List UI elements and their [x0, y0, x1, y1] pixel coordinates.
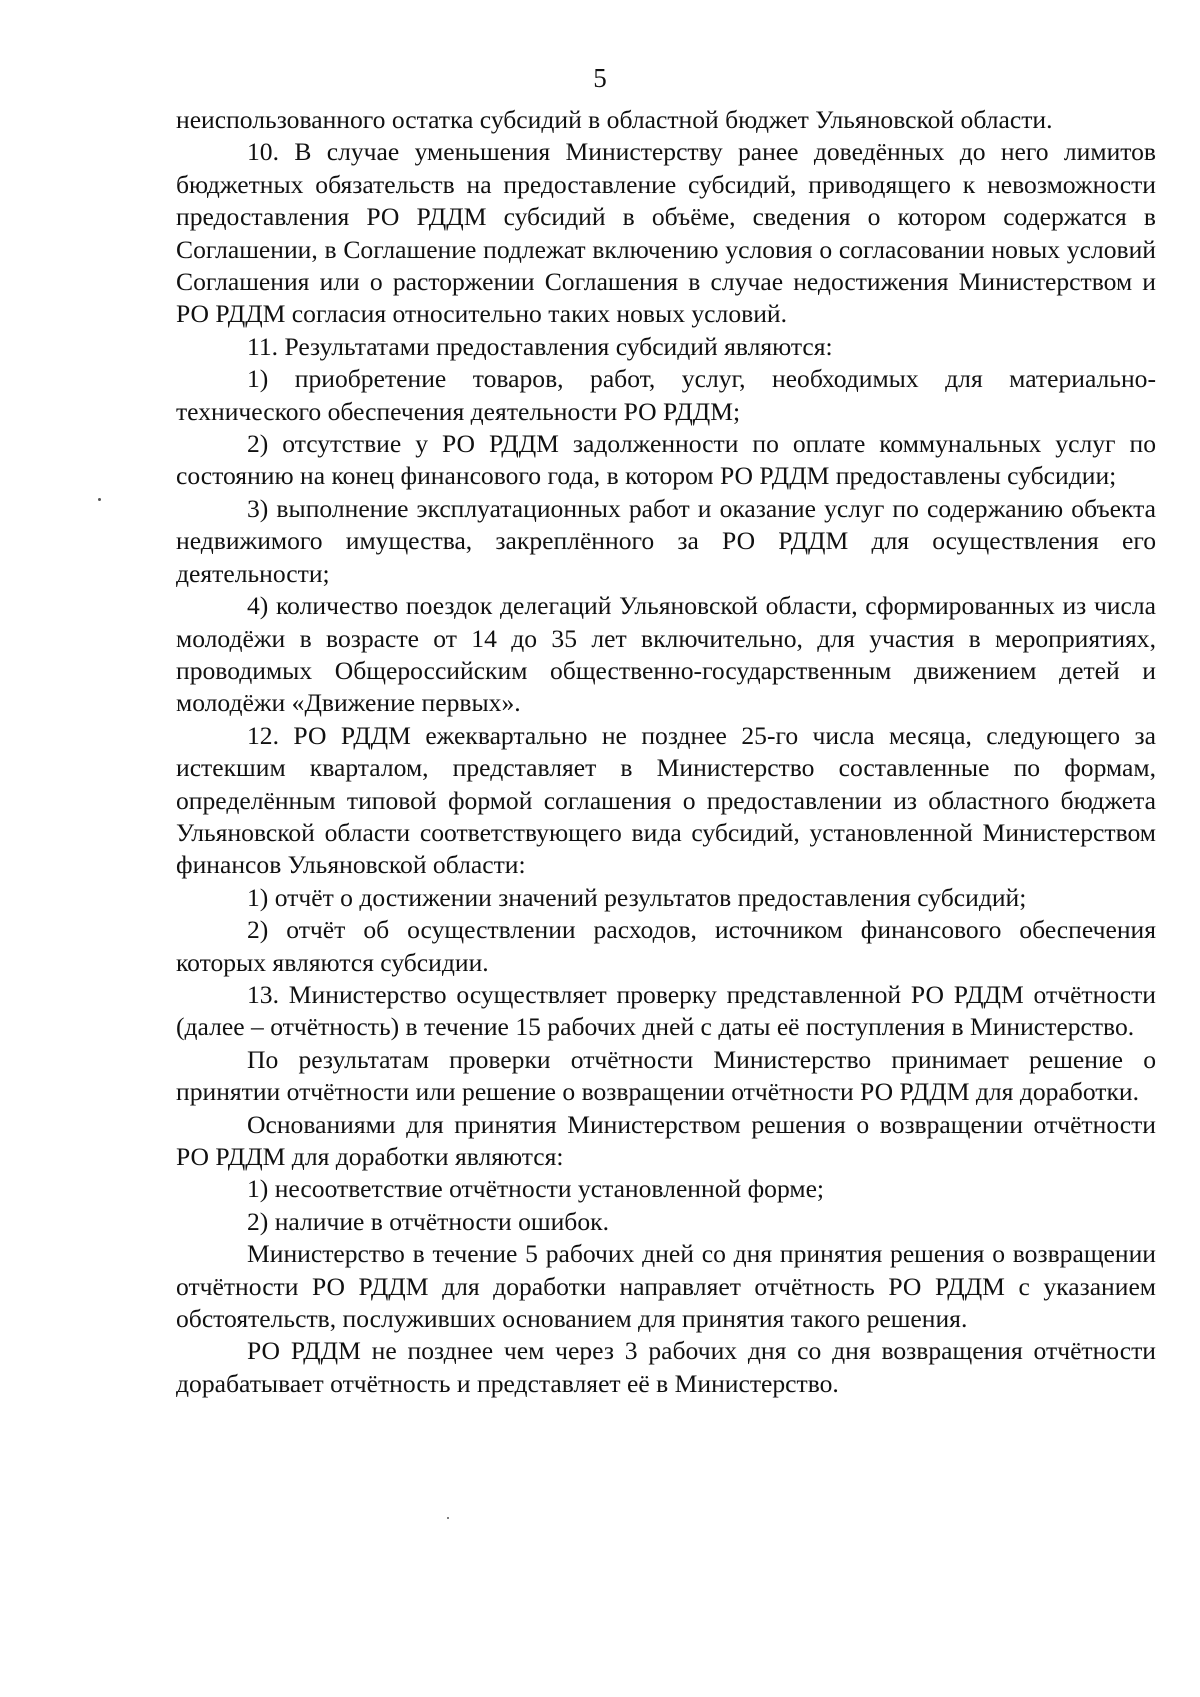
paragraph-item-13-review: По результатам проверки отчётности Министерство принимает решение о принятии отчётности или решение о возвращении отчётности РО РДДМ для доработки.	[176, 1044, 1156, 1107]
paragraph-item-11-1: 1) приобретение товаров, работ, услуг, необходимых для материально-технического обеспечения деятельности РО РДДМ;	[176, 364, 1156, 426]
paragraph-item-13-ground-1: 1) несоответствие отчётности установленной форме;	[247, 1174, 825, 1204]
paragraph-item-13: 13. Министерство осуществляет проверку представленной РО РДДМ отчётности (далее – отчётность) в течение 15 рабочих дней с даты её поступления в Министерство.	[176, 979, 1156, 1042]
page-number: 5	[593, 63, 607, 93]
scan-speck	[447, 1517, 449, 1519]
paragraph-item-11-2: 2) отсутствие у РО РДДМ задолженности по оплате коммунальных услуг по состоянию на конец финансового года, в котором РО РДДМ предоставлены субсидии;	[176, 429, 1156, 491]
paragraph-item-13-return: Министерство в течение 5 рабочих дней со дня принятия решения о возвращении отчётности РО РДДМ для доработки направляет отчётность РО РДДМ с указанием обстоятельств, послуживших основанием для принятия такого решения.	[176, 1239, 1156, 1334]
paragraph-item-12: 12. РО РДДМ ежеквартально не позднее 25-го числа месяца, следующего за истекшим кварталом, представляет в Министерство составленные по формам, определённым типовой формой соглашения о предоставлении из областного бюджета Ульяновской области соответствующего вида субсидий, установленной Министерством финансов Ульяновской области:	[176, 720, 1156, 880]
paragraph-item-13-ground-2: 2) наличие в отчётности ошибок.	[247, 1206, 609, 1236]
paragraph-item-11: 11. Результатами предоставления субсидий являются:	[247, 331, 833, 361]
document-body	[176, 104, 1156, 1400]
paragraph-item-10: 10. В случае уменьшения Министерству ранее доведённых до него лимитов бюджетных обязательств на предоставление субсидий, приводящего к невозможности предоставления РО РДДМ субсидий в объёме, сведения о котором содержатся в Соглашении, в Соглашение подлежат включению условия о согласовании новых условий Соглашения или о расторжении Соглашения в случае недостижения Министерством и РО РДДМ согласия относительно таких новых условий.	[176, 137, 1156, 329]
paragraph-item-11-4: 4) количество поездок делегаций Ульяновской области, сформированных из числа молодёжи в возрасте от 14 до 35 лет включительно, для участия в мероприятиях, проводимых Общероссийским общественно-государственным движением детей и молодёжи «Движение первых».	[176, 591, 1156, 718]
paragraph-item-13-resubmit: РО РДДМ не позднее чем через 3 рабочих дня со дня возвращения отчётности дорабатывает отчётность и представляет её в Министерство.	[176, 1336, 1156, 1398]
paragraph-continuation: неиспользованного остатка субсидий в областной бюджет Ульяновской области.	[176, 105, 1053, 134]
paragraph-item-11-3: 3) выполнение эксплуатационных работ и оказание услуг по содержанию объекта недвижимого имущества, закреплённого за РО РДДМ для осуществления его деятельности;	[176, 493, 1156, 588]
paragraph-item-13-grounds: Основаниями для принятия Министерством решения о возвращении отчётности РО РДДМ для доработки являются:	[176, 1109, 1156, 1171]
paragraph-item-12-2: 2) отчёт об осуществлении расходов, источником финансового обеспечения которых являются субсидии.	[176, 915, 1156, 977]
scan-speck	[98, 498, 101, 501]
paragraph-item-12-1: 1) отчёт о достижении значений результатов предоставления субсидий;	[247, 882, 1027, 912]
